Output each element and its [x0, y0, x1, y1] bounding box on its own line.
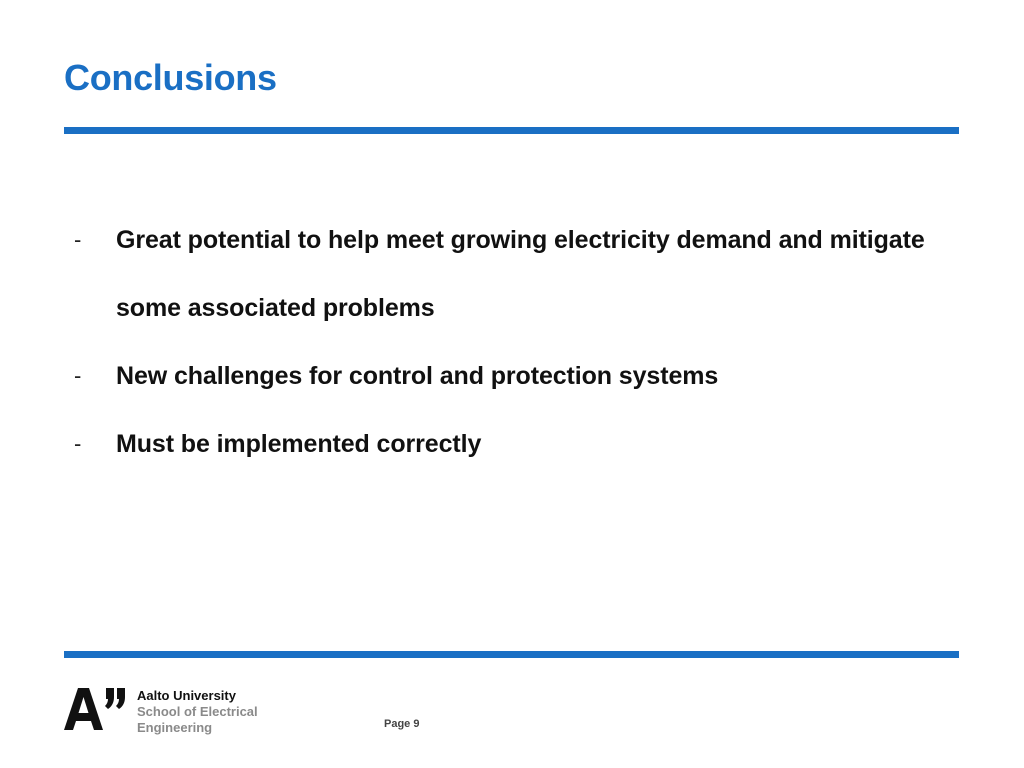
- aalto-logo-icon: [64, 688, 126, 730]
- bullet-item: [64, 410, 964, 478]
- bullet-text: New challenges for control and protection systems: [116, 362, 719, 390]
- bullet-marker: -: [74, 431, 82, 456]
- bullet-text: Must be implemented correctly: [116, 430, 482, 458]
- footer-organization: [137, 688, 258, 736]
- university-name: Aalto University: [137, 688, 236, 703]
- bullet-list: [64, 206, 964, 478]
- bullet-marker: -: [74, 363, 82, 388]
- school-name-line-1: School of Electrical: [137, 704, 258, 719]
- bullet-text: Great potential to help meet growing electricity demand and mitigate some associated problems: [116, 226, 925, 322]
- bullet-item: [64, 206, 936, 342]
- bullet-item: [64, 342, 964, 410]
- footer-divider: [64, 651, 959, 658]
- bullet-marker: -: [74, 227, 82, 252]
- title-divider: [64, 127, 959, 134]
- page-number: Page 9: [384, 718, 420, 730]
- school-name-line-2: Engineering: [137, 720, 213, 735]
- slide-title: Conclusions: [64, 57, 277, 98]
